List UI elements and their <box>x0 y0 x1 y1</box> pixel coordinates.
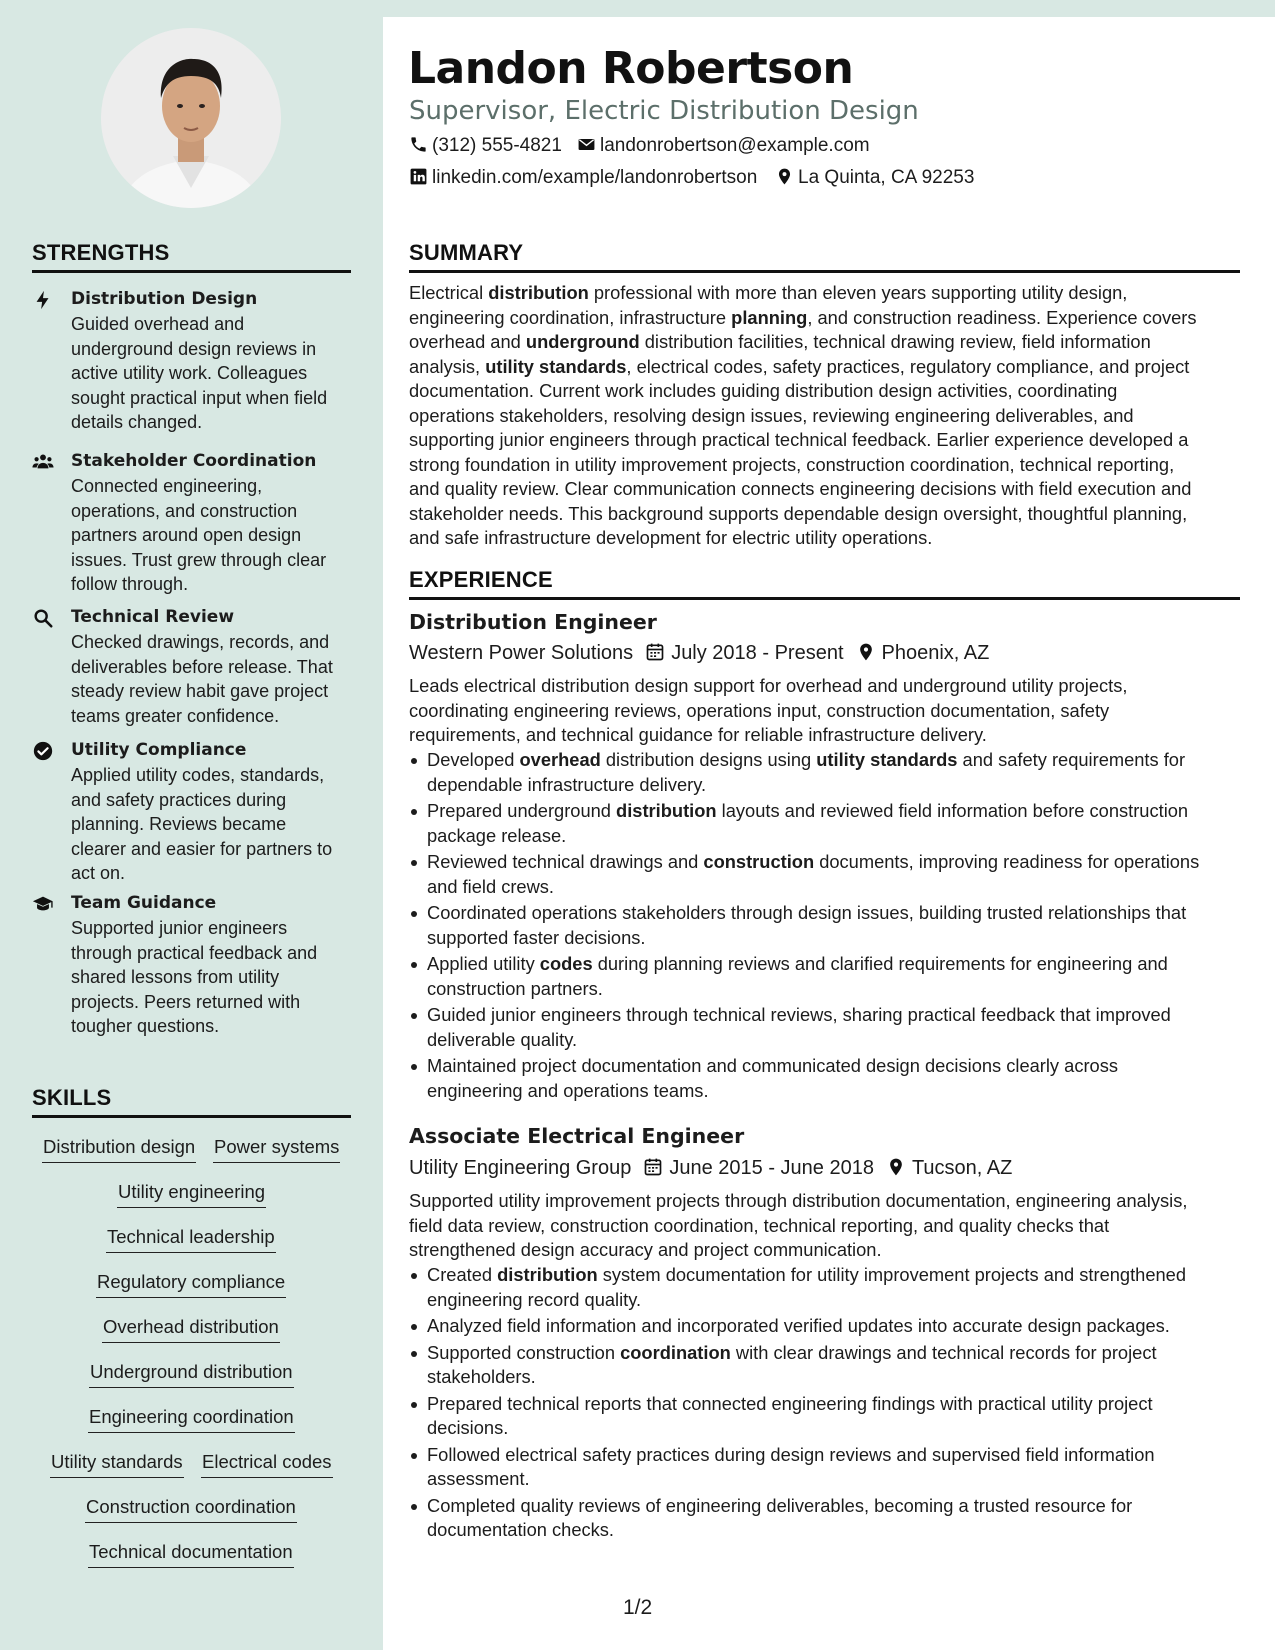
skill-tag: Regulatory compliance <box>96 1271 286 1298</box>
emphasis-text: distribution <box>488 282 589 303</box>
emphasis-text: overhead <box>519 749 601 770</box>
skill-tag: Electrical codes <box>201 1451 333 1478</box>
linkedin-text[interactable]: linkedin.com/example/landonrobertson <box>432 167 758 188</box>
phone-icon <box>409 135 432 156</box>
summary-heading: SUMMARY <box>409 240 1240 273</box>
page-number: 1/2 <box>623 1596 653 1619</box>
map-pin-icon <box>874 1157 912 1179</box>
strength-title: Stakeholder Coordination <box>71 451 317 471</box>
check-circle-icon <box>32 740 56 762</box>
bullet-item: Supported construction coordination with clear drawings and technical records for project stakeholders. <box>409 1341 1239 1390</box>
strength-item <box>32 605 352 728</box>
job-meta <box>409 1155 1012 1181</box>
bullet-item: Maintained project documentation and communicated design decisions clearly across engineering and operations teams. <box>409 1054 1239 1103</box>
bullet-item: Guided junior engineers through technical reviews, sharing practical feedback that improved deliverable quality. <box>409 1003 1239 1052</box>
job-bullets <box>409 748 1239 1105</box>
job-company: Utility Engineering Group <box>409 1157 632 1179</box>
skill-tag: Utility standards <box>50 1451 184 1478</box>
contact-linkedin[interactable] <box>409 166 757 190</box>
emphasis-text: distribution <box>616 800 717 821</box>
strength-item <box>32 449 352 597</box>
bullet-item: Followed electrical safety practices during design reviews and supervised field information assessment. <box>409 1443 1239 1492</box>
skill-tag: Distribution design <box>42 1136 196 1163</box>
graduation-cap-icon <box>32 893 56 915</box>
skill-tag: Overhead distribution <box>102 1316 280 1343</box>
map-pin-icon <box>844 642 882 664</box>
bullet-item: Developed overhead distribution designs using utility standards and safety requirements for dependable infrastructure delivery. <box>409 748 1239 797</box>
summary-paragraph: Electrical distribution professional with more than eleven years supporting utility design, engineering coordination, infrastructure planning, and construction readiness. Experience covers overhead and underground distribution facilities, technical drawing review, field information analysis, utility standards, electrical codes, safety practices, regulatory compliance, and project documentation. Current work includes guiding distribution design activities, coordinating operations stakeholders, resolving design issues, reviewing engineering deliverables, and supporting junior engineers through practical technical feedback. Earlier experience developed a strong foundation in utility improvement projects, construction coordination, technical reporting, and quality review. Clear communication connects engineering decisions with field execution and stakeholder needs. This background supports dependable design oversight, thoughtful planning, and safe infrastructure development for electric utility operations. <box>409 282 1197 548</box>
emphasis-text: utility standards <box>485 355 627 377</box>
emphasis-text: planning <box>731 306 808 328</box>
strength-description: Applied utility codes, standards, and safety practices during planning. Reviews became clearer and easier for partners to act on. <box>71 765 333 883</box>
envelope-icon <box>577 135 600 156</box>
bullet-item: Applied utility codes during planning reviews and clarified requirements for engineering and construction partners. <box>409 952 1239 1001</box>
calendar-icon <box>633 642 671 664</box>
contact-phone <box>409 134 562 158</box>
bullet-item: Prepared technical reports that connected engineering findings with practical utility project decisions. <box>409 1392 1239 1441</box>
bolt-icon <box>32 289 56 311</box>
job-location: Tucson, AZ <box>911 1157 1013 1179</box>
emphasis-text: utility standards <box>816 749 958 770</box>
skill-tag: Technical leadership <box>106 1226 276 1253</box>
bullet-item: Created distribution system documentation for utility improvement projects and strengthened engineering record quality. <box>409 1263 1239 1312</box>
contact-email[interactable] <box>577 134 870 158</box>
emphasis-text: underground <box>525 331 640 352</box>
strength-title: Utility Compliance <box>71 740 247 760</box>
strength-item <box>32 891 352 1039</box>
location-text: La Quinta, CA 92253 <box>798 167 975 188</box>
emphasis-text: coordination <box>620 1341 731 1363</box>
bullet-item: Completed quality reviews of engineering deliverables, becoming a trusted resource for documentation checks. <box>409 1494 1239 1543</box>
skill-tag: Engineering coordination <box>88 1406 295 1433</box>
job-meta <box>409 640 989 666</box>
strengths-heading: STRENGTHS <box>32 240 351 273</box>
skill-tag: Underground distribution <box>89 1361 294 1388</box>
strength-item <box>32 287 352 435</box>
linkedin-icon <box>409 167 432 188</box>
bullet-item: Reviewed technical drawings and construction documents, improving readiness for operations and field crews. <box>409 850 1239 899</box>
job-role: Associate Electrical Engineer <box>409 1124 745 1148</box>
strength-description: Connected engineering, operations, and construction partners around open design issues. Trust grew through clear follow through. <box>71 476 327 594</box>
contact-location <box>775 166 974 190</box>
job-bullets <box>409 1263 1239 1545</box>
job-description: Leads electrical distribution design support for overhead and underground utility projects, coordinating engineering reviews, operations input, construction documentation, safety requirements, and technical guidance for reliable infrastructure delivery. <box>409 675 1128 745</box>
map-pin-icon <box>775 167 798 188</box>
candidate-title: Supervisor, Electric Distribution Design <box>409 96 919 126</box>
users-icon <box>32 451 56 473</box>
skill-tag: Construction coordination <box>85 1496 297 1523</box>
emphasis-text: construction <box>703 851 815 872</box>
strength-description: Guided overhead and underground design reviews in active utility work. Colleagues sought practical input when field details changed. <box>71 314 328 432</box>
job-location: Phoenix, AZ <box>881 642 990 664</box>
calendar-icon <box>631 1157 669 1179</box>
strength-title: Distribution Design <box>71 289 258 309</box>
experience-heading: EXPERIENCE <box>409 567 1240 600</box>
skill-tag: Technical documentation <box>88 1541 294 1568</box>
strength-description: Checked drawings, records, and deliverables before release. That steady review habit gave project teams greater confidence. <box>71 632 333 726</box>
strength-title: Team Guidance <box>71 893 217 913</box>
search-icon <box>32 607 56 629</box>
skill-tag: Utility engineering <box>117 1181 266 1208</box>
emphasis-text: codes <box>539 953 593 974</box>
strength-description: Supported junior engineers through practical feedback and shared lessons from utility projects. Peers returned with tougher questions. <box>71 918 318 1036</box>
profile-photo <box>101 28 281 208</box>
job-role: Distribution Engineer <box>409 610 657 634</box>
job-dates: July 2018 - Present <box>671 642 844 664</box>
skill-tag: Power systems <box>213 1136 340 1163</box>
emphasis-text: distribution <box>497 1264 598 1285</box>
job-description: Supported utility improvement projects through distribution documentation, engineering analysis, field data review, construction coordination, technical reporting, and quality checks that strengthened design accuracy and project communication. <box>409 1190 1188 1260</box>
skills-heading: SKILLS <box>32 1085 351 1118</box>
phone-text: (312) 555-4821 <box>432 135 562 156</box>
strength-title: Technical Review <box>71 607 235 627</box>
email-text[interactable]: landonrobertson@example.com <box>600 135 870 156</box>
bullet-item: Analyzed field information and incorporated verified updates into accurate design packages. <box>409 1314 1239 1339</box>
candidate-name: Landon Robertson <box>408 43 854 94</box>
job-dates: June 2015 - June 2018 <box>669 1157 874 1179</box>
bullet-item: Prepared underground distribution layouts and reviewed field information before construction package release. <box>409 799 1239 848</box>
strength-item <box>32 738 352 886</box>
job-company: Western Power Solutions <box>409 642 634 664</box>
bullet-item: Coordinated operations stakeholders through design issues, building trusted relationships that supported faster decisions. <box>409 901 1239 950</box>
